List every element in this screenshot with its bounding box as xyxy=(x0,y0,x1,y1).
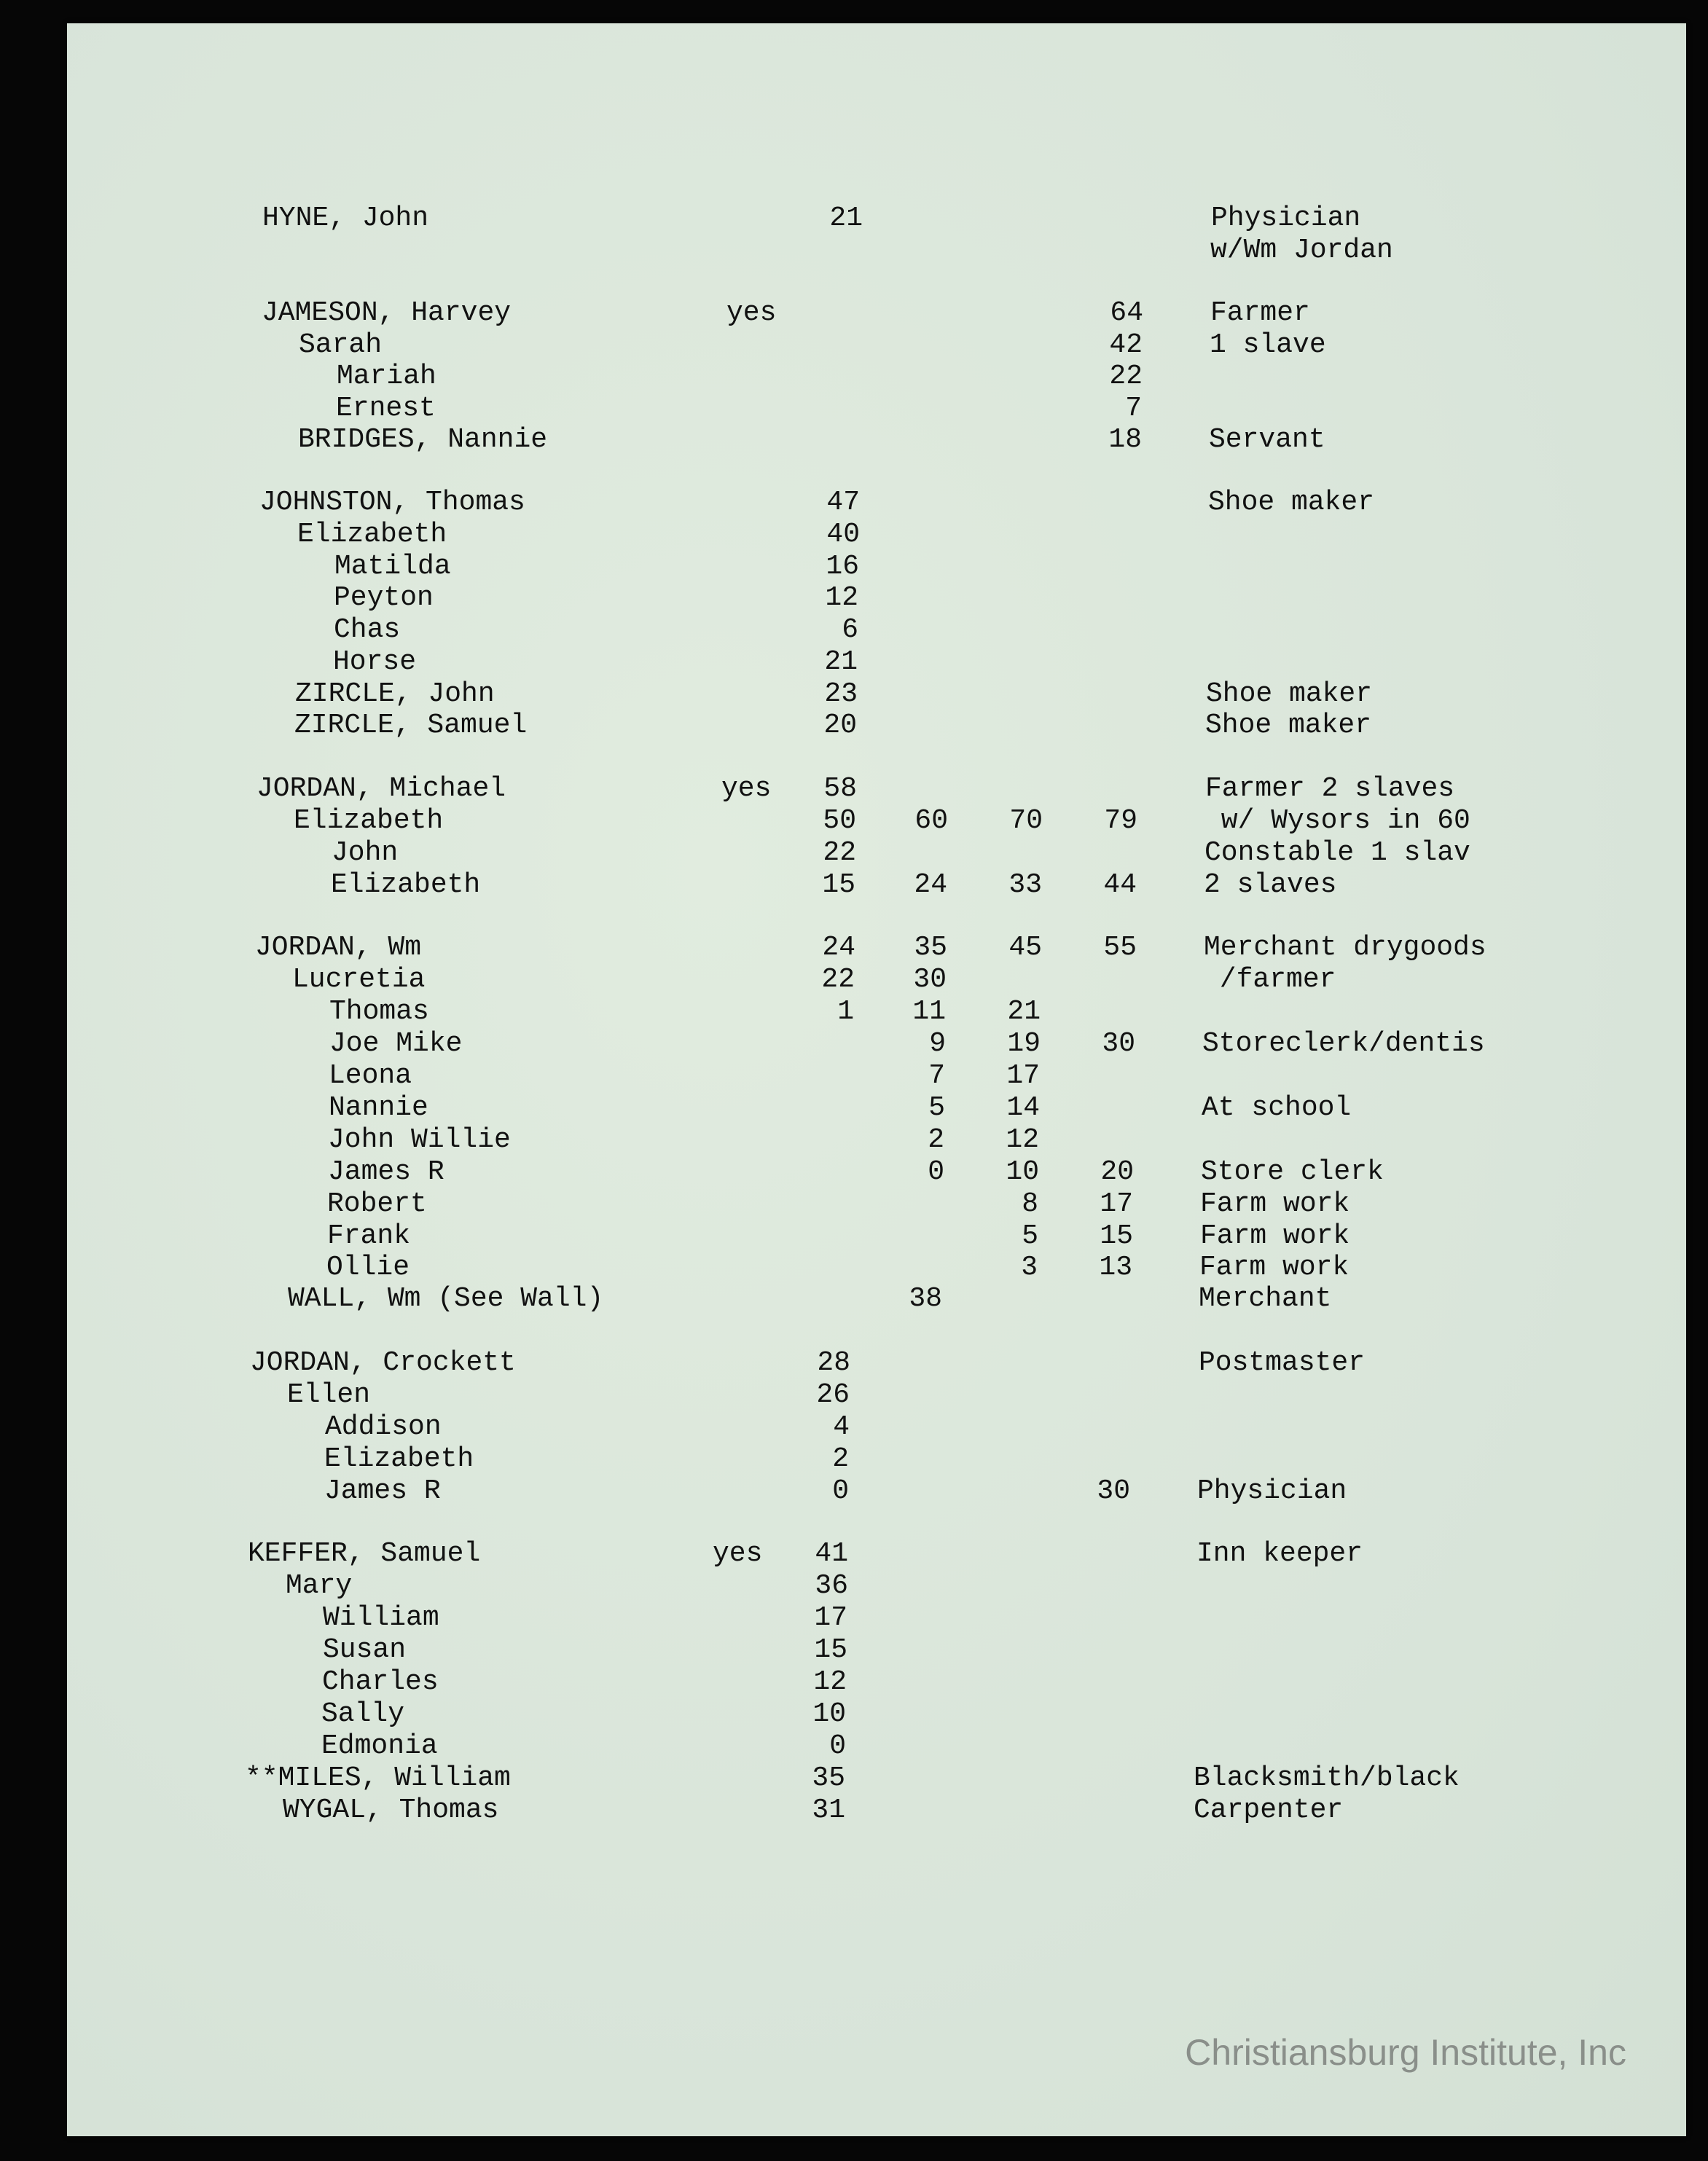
age-50: 35 xyxy=(812,1762,845,1794)
age-60: 0 xyxy=(928,1156,944,1188)
occupation-note: At school xyxy=(1202,1092,1352,1123)
age-60: 30 xyxy=(913,964,947,995)
occupation-note: Shoe maker xyxy=(1208,487,1375,518)
person-name: Edmonia xyxy=(321,1730,438,1762)
occupation-note: Merchant xyxy=(1199,1283,1332,1314)
age-50: 28 xyxy=(817,1347,850,1378)
occupation-note: 1 slave xyxy=(1210,329,1326,361)
person-name: Chas xyxy=(334,614,401,646)
age-80: 18 xyxy=(1108,424,1142,455)
person-name: Horse xyxy=(333,646,417,678)
occupation-note: Physician xyxy=(1197,1475,1347,1507)
person-name: Leona xyxy=(329,1060,412,1091)
person-name: Frank xyxy=(327,1220,411,1252)
age-50: 2 xyxy=(832,1443,849,1475)
age-50: 36 xyxy=(815,1570,848,1601)
age-50: 22 xyxy=(823,837,856,868)
age-60: 2 xyxy=(928,1124,944,1156)
age-50: 40 xyxy=(826,519,860,550)
person-name: Joe Mike xyxy=(329,1028,463,1059)
person-name: Mariah xyxy=(337,361,436,392)
occupation-note: Shoe maker xyxy=(1205,710,1372,741)
age-80: 30 xyxy=(1097,1475,1130,1507)
age-50: 15 xyxy=(822,869,855,901)
occupation-note: Servant xyxy=(1209,424,1325,455)
occupation-note: Physician xyxy=(1211,203,1361,234)
person-name: James R xyxy=(328,1156,444,1188)
occupation-note: Postmaster xyxy=(1199,1347,1366,1378)
person-name: Susan xyxy=(323,1634,407,1666)
age-60: 60 xyxy=(914,805,948,836)
person-name: JORDAN, Crockett xyxy=(250,1347,516,1378)
occupation-note: Farm work xyxy=(1199,1252,1349,1283)
occupation-note: Farm work xyxy=(1200,1220,1350,1252)
age-80: 55 xyxy=(1103,932,1137,963)
person-name: JOHNSTON, Thomas xyxy=(259,487,525,518)
flag-value: yes xyxy=(726,297,777,329)
census-page xyxy=(67,23,1686,2136)
person-name: JORDAN, Michael xyxy=(256,773,506,804)
occupation-note: w/Wm Jordan xyxy=(1210,235,1393,266)
age-70: 19 xyxy=(1007,1028,1041,1059)
person-name: HYNE, John xyxy=(262,203,429,234)
person-name: Addison xyxy=(325,1411,442,1443)
age-50: 58 xyxy=(823,773,857,804)
age-60: 24 xyxy=(914,869,947,901)
person-name: Peyton xyxy=(334,582,434,613)
person-name: William xyxy=(323,1602,439,1634)
age-80: 44 xyxy=(1103,869,1137,901)
age-70: 12 xyxy=(1006,1124,1039,1156)
person-name: ZIRCLE, Samuel xyxy=(294,710,528,741)
person-name: WYGAL, Thomas xyxy=(283,1795,499,1826)
person-name: **MILES, William xyxy=(245,1762,511,1794)
age-50: 50 xyxy=(823,805,856,836)
age-60: 9 xyxy=(929,1028,946,1059)
occupation-note: 2 slaves xyxy=(1204,869,1337,901)
flag-value: yes xyxy=(713,1538,763,1569)
occupation-note: Storeclerk/dentis xyxy=(1202,1028,1485,1059)
age-80: 42 xyxy=(1109,329,1143,361)
person-name: Thomas xyxy=(329,996,429,1027)
age-50: 26 xyxy=(816,1379,850,1411)
age-50: 24 xyxy=(822,932,855,963)
age-80: 17 xyxy=(1100,1188,1133,1220)
age-50: 41 xyxy=(815,1538,848,1569)
person-name: Elizabeth xyxy=(331,869,481,901)
person-name: JAMESON, Harvey xyxy=(262,297,512,329)
age-50: 20 xyxy=(823,710,857,741)
age-80: 22 xyxy=(1109,361,1143,392)
occupation-note: /farmer xyxy=(1203,964,1336,995)
person-name: ZIRCLE, John xyxy=(295,678,495,710)
person-name: Elizabeth xyxy=(297,519,447,550)
person-name: John Willie xyxy=(328,1124,511,1156)
flag-value: yes xyxy=(721,773,772,804)
age-80: 30 xyxy=(1102,1028,1135,1059)
age-60: 11 xyxy=(912,996,946,1027)
occupation-note: Farmer xyxy=(1210,297,1310,329)
person-name: James R xyxy=(324,1475,441,1507)
age-70: 17 xyxy=(1006,1060,1040,1091)
occupation-note: Farm work xyxy=(1200,1188,1350,1220)
age-70: 10 xyxy=(1006,1156,1039,1188)
occupation-note: Carpenter xyxy=(1194,1795,1344,1826)
age-50: 22 xyxy=(821,964,855,995)
person-name: Sally xyxy=(321,1698,405,1730)
age-50: 47 xyxy=(826,487,860,518)
age-50: 16 xyxy=(826,551,859,582)
age-50: 4 xyxy=(833,1411,850,1443)
age-50: 1 xyxy=(837,996,854,1027)
occupation-note: Blacksmith/black xyxy=(1194,1762,1460,1794)
age-80: 13 xyxy=(1099,1252,1132,1283)
occupation-note: Constable 1 slav xyxy=(1204,837,1470,868)
age-70: 70 xyxy=(1009,805,1043,836)
age-50: 23 xyxy=(824,678,858,710)
age-50: 21 xyxy=(829,203,863,234)
occupation-note: Merchant drygoods xyxy=(1204,932,1486,963)
age-50: 15 xyxy=(814,1634,847,1666)
person-name: Ollie xyxy=(326,1252,410,1283)
age-50: 10 xyxy=(812,1698,846,1730)
person-name: Charles xyxy=(322,1666,439,1698)
age-50: 0 xyxy=(829,1730,846,1762)
age-50: 31 xyxy=(812,1795,845,1826)
age-70: 8 xyxy=(1022,1188,1038,1220)
age-50: 12 xyxy=(825,582,858,613)
occupation-note: Shoe maker xyxy=(1206,678,1373,710)
age-80: 64 xyxy=(1110,297,1143,329)
age-50: 0 xyxy=(832,1475,849,1507)
person-name: Sarah xyxy=(299,329,383,361)
age-50: 21 xyxy=(824,646,858,678)
age-80: 79 xyxy=(1104,805,1137,836)
person-name: Robert xyxy=(327,1188,427,1220)
age-70: 21 xyxy=(1007,996,1041,1027)
age-50: 6 xyxy=(842,614,858,646)
person-name: JORDAN, Wm xyxy=(255,932,422,963)
person-name: Ernest xyxy=(336,393,436,424)
watermark: Christiansburg Institute, Inc xyxy=(1185,2032,1626,2073)
person-name: Ellen xyxy=(287,1379,371,1411)
age-70: 14 xyxy=(1006,1092,1040,1123)
age-70: 33 xyxy=(1008,869,1042,901)
occupation-note: Farmer 2 slaves xyxy=(1205,773,1455,804)
age-60: 5 xyxy=(928,1092,945,1123)
age-70: 3 xyxy=(1021,1252,1038,1283)
age-50: 12 xyxy=(813,1666,847,1698)
person-name: Mary xyxy=(286,1570,353,1601)
person-name: John xyxy=(332,837,399,868)
age-70: 5 xyxy=(1022,1220,1038,1252)
age-80: 20 xyxy=(1100,1156,1134,1188)
person-name: Elizabeth xyxy=(324,1443,474,1475)
occupation-note: Inn keeper xyxy=(1196,1538,1363,1569)
person-name: WALL, Wm (See Wall) xyxy=(288,1283,604,1314)
occupation-note: w/ Wysors in 60 xyxy=(1204,805,1470,836)
person-name: Nannie xyxy=(329,1092,428,1123)
person-name: Matilda xyxy=(334,551,451,582)
age-50: 17 xyxy=(814,1602,847,1634)
age-60: 38 xyxy=(909,1283,942,1314)
person-name: Elizabeth xyxy=(294,805,444,836)
person-name: KEFFER, Samuel xyxy=(248,1538,481,1569)
age-60: 35 xyxy=(914,932,947,963)
age-70: 45 xyxy=(1008,932,1042,963)
person-name: BRIDGES, Nannie xyxy=(298,424,548,455)
age-80: 7 xyxy=(1125,393,1142,424)
person-name: Lucretia xyxy=(292,964,426,995)
occupation-note: Store clerk xyxy=(1201,1156,1384,1188)
age-80: 15 xyxy=(1100,1220,1133,1252)
age-60: 7 xyxy=(928,1060,945,1091)
